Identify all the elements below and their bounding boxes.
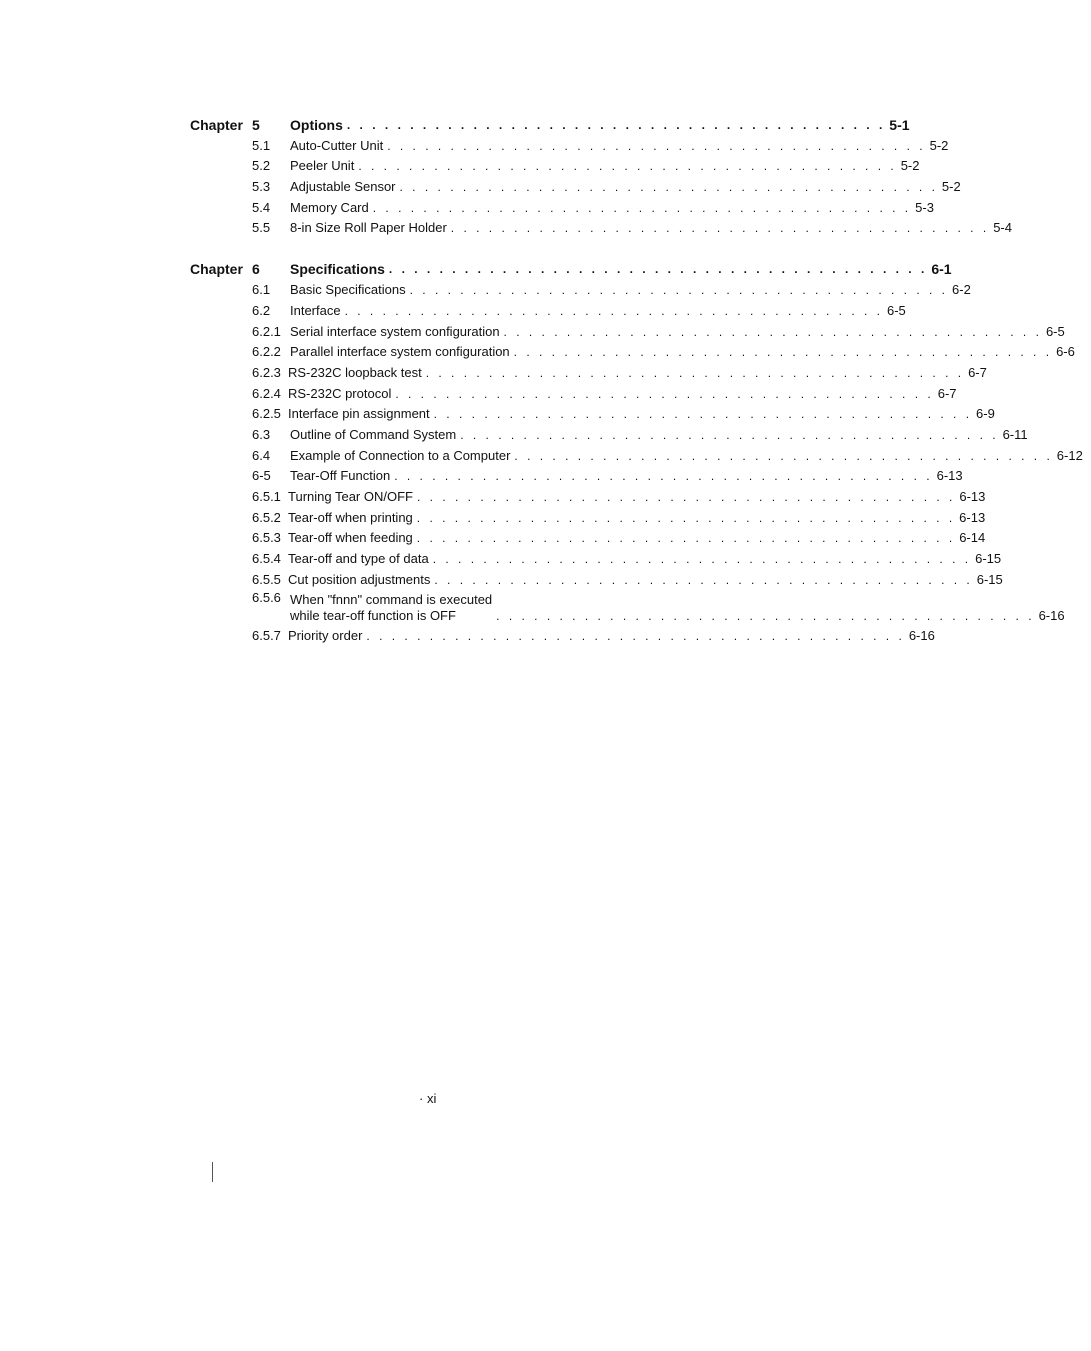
toc-entry[interactable]: [190, 277, 971, 298]
section-page: 6-13: [959, 489, 986, 504]
section-title: RS-232C loopback test: [288, 364, 422, 380]
section-page: 6-13: [959, 509, 986, 525]
section-title: Adjustable Sensor: [290, 179, 396, 195]
section-number: 5.3: [252, 179, 271, 195]
section-number: 6-5: [252, 468, 271, 484]
section-title: When "fnnn" command is executed: [290, 591, 493, 607]
section-title: Memory Card: [290, 199, 369, 215]
toc-entry[interactable]: [190, 195, 934, 216]
leader-dots: . . . . . . . . . . . . . . . . . . . . . . . . . . . . . . . . . . . . . . . . . . .: [344, 303, 883, 318]
section-title: Interface pin assignment: [288, 406, 430, 422]
chapter-label: Chapter: [190, 261, 243, 278]
section-number: 5.2: [252, 158, 271, 174]
section-title: Turning Tear ON/OFF: [288, 489, 413, 504]
chapter-6-block: [190, 256, 1083, 644]
chapter-title: Specifications: [290, 261, 385, 278]
toc-entry[interactable]: [190, 484, 986, 505]
chapter-page: 6-1: [931, 261, 952, 278]
section-page: 6-16: [908, 628, 935, 644]
leader-dots: . . . . . . . . . . . . . . . . . . . . . . . . . . . . . . . . . . . . . . . . . . .: [434, 572, 973, 587]
leader-dots: . . . . . . . . . . . . . . . . . . . . . . . . . . . . . . . . . . . . . . . . . . .: [358, 159, 897, 174]
toc-entry[interactable]: [190, 133, 949, 154]
leader-dots: . . . . . . . . . . . . . . . . . . . . . . . . . . . . . . . . . . . . . . . . . . .: [387, 138, 926, 153]
section-page: 6-15: [976, 571, 1003, 587]
section-page: 6-9: [976, 406, 995, 422]
section-page: 5-4: [993, 220, 1012, 236]
section-page: 6-16: [1038, 607, 1065, 623]
section-number: 6.2.4: [252, 385, 281, 401]
toc-entry[interactable]: [190, 546, 1002, 567]
leader-dots: . . . . . . . . . . . . . . . . . . . . . . . . . . . . . . . . . . . . . . . . . . .: [450, 221, 990, 236]
chapter-heading[interactable]: [190, 112, 910, 133]
section-number: 6.2.5: [252, 406, 281, 422]
section-number: 6.5.5: [252, 571, 281, 587]
toc-entry[interactable]: [190, 402, 995, 423]
section-number: 6.2: [252, 302, 271, 318]
section-title: Cut position adjustments: [288, 571, 431, 587]
section-number: 6.2.2: [252, 344, 281, 360]
section-page: 5-3: [915, 199, 934, 215]
chapter-5-block: [190, 112, 1012, 236]
section-page: 6-15: [975, 551, 1002, 567]
leader-dots: . . . . . . . . . . . . . . . . . . . . . . . . . . . . . . . . . . . . . . . . . . .: [372, 200, 912, 215]
toc-entry[interactable]: [190, 360, 987, 381]
section-title: Tear-Off Function: [290, 468, 391, 484]
table-of-contents: [190, 112, 1083, 664]
toc-entry[interactable]: [190, 381, 957, 402]
section-number: 5.1: [252, 137, 271, 153]
leader-dots: . . . . . . . . . . . . . . . . . . . . . . . . . . . . . . . . . . . . . . . . . . .: [432, 552, 972, 567]
section-number: 6.2.3: [252, 364, 281, 380]
section-number: 6.3: [252, 426, 271, 442]
leader-dots: . . . . . . . . . . . . . . . . . . . . . . . . . . . . . . . . . . . . . . . . . . .: [399, 180, 938, 195]
section-page: 6-5: [886, 302, 906, 318]
section-number-text: 6.5.6: [252, 589, 281, 605]
leader-dots: . . . . . . . . . . . . . . . . . . . . . . . . . . . . . . . . . . . . . . . . . . .: [388, 262, 928, 277]
section-page: 6-14: [959, 530, 986, 546]
section-number: 5.4: [252, 199, 271, 215]
leader-dots: . . . . . . . . . . . . . . . . . . . . . . . . . . . . . . . . . . . . . . . . . . .: [513, 345, 1053, 360]
toc-entry[interactable]: [190, 624, 935, 645]
section-title-continued: while tear-off function is OFF: [290, 607, 456, 623]
toc-entry[interactable]: [190, 567, 1003, 588]
toc-entry[interactable]: [190, 526, 986, 547]
toc-entry[interactable]: [190, 443, 1083, 464]
section-page: 6-7: [937, 385, 957, 401]
leader-dots: . . . . . . . . . . . . . . . . . . . . . . . . . . . . . . . . . . . . . . . . . . .: [514, 448, 1053, 463]
section-title: Outline of Command System: [290, 426, 457, 442]
section-page: 5-2: [900, 158, 920, 174]
toc-entry[interactable]: [190, 298, 906, 319]
page-number: · xi: [419, 1091, 437, 1106]
section-title: Example of Connection to a Computer: [290, 447, 511, 463]
section-page: 6-13: [936, 468, 963, 484]
section-page: 5-2: [941, 179, 961, 195]
toc-entry[interactable]: [190, 505, 986, 526]
toc-entry[interactable]: [190, 588, 1065, 624]
chapter-label: Chapter: [190, 117, 243, 133]
toc-entry[interactable]: [190, 216, 1012, 237]
leader-dots: . . . . . . . . . . . . . . . . . . . . . . . . . . . . . . . . . . . . . . . . . . .: [496, 608, 1035, 623]
leader-dots: . . . . . . . . . . . . . . . . . . . . . . . . . . . . . . . . . . . . . . . . . . .: [416, 531, 956, 546]
leader-dots: . . . . . . . . . . . . . . . . . . . . . . . . . . . . . . . . . . . . . . . . . . .: [346, 118, 886, 132]
section-number: 6.2.1: [252, 323, 281, 339]
section-page: 6-5: [1045, 323, 1065, 339]
section-number: [190, 588, 290, 606]
section-page: 6-7: [968, 364, 987, 380]
section-title: Tear-off when feeding: [288, 530, 413, 546]
section-title: Peeler Unit: [290, 158, 355, 174]
section-title: Priority order: [288, 628, 363, 644]
section-page: 6-12: [1056, 447, 1083, 463]
section-title: Parallel interface system configuration: [290, 344, 510, 360]
toc-entry[interactable]: [190, 340, 1075, 361]
section-number: 5.5: [252, 220, 271, 236]
chapter-number: 6: [252, 261, 260, 278]
section-number: 6.4: [252, 447, 271, 463]
toc-entry[interactable]: [190, 422, 1028, 443]
section-number: 6.1: [252, 282, 271, 298]
chapter-number: 5: [252, 117, 260, 133]
section-page: 6-6: [1056, 344, 1075, 360]
margin-mark: [212, 1162, 213, 1182]
toc-entry[interactable]: [190, 464, 963, 485]
leader-dots: . . . . . . . . . . . . . . . . . . . . . . . . . . . . . . . . . . . . . . . . . . .: [503, 324, 1042, 339]
toc-entry[interactable]: [190, 174, 961, 195]
leader-dots: . . . . . . . . . . . . . . . . . . . . . . . . . . . . . . . . . . . . . . . . . . .: [366, 629, 905, 644]
chapter-title: Options: [290, 117, 343, 133]
chapter-heading[interactable]: [190, 256, 952, 278]
section-title: RS-232C protocol: [288, 385, 392, 401]
section-title: Tear-off and type of data: [288, 551, 429, 567]
toc-entry[interactable]: [190, 154, 920, 175]
leader-dots: . . . . . . . . . . . . . . . . . . . . . . . . . . . . . . . . . . . . . . . . . . .: [395, 386, 934, 401]
section-title: Auto-Cutter Unit: [290, 137, 384, 153]
section-number: 6.5.1: [252, 489, 281, 504]
section-title-block: [290, 592, 492, 624]
section-page: 6-2: [952, 282, 971, 298]
section-number: 6.5.4: [252, 551, 281, 567]
section-title: Basic Specifications: [290, 282, 406, 298]
section-page: 6-11: [1002, 426, 1028, 442]
leader-dots: . . . . . . . . . . . . . . . . . . . . . . . . . . . . . . . . . . . . . . . . . . .: [409, 283, 949, 298]
section-number: 6.5.3: [252, 530, 281, 546]
leader-dots: . . . . . . . . . . . . . . . . . . . . . . . . . . . . . . . . . . . . . . . . . . .: [460, 427, 999, 442]
section-title: Serial interface system configuration: [290, 323, 500, 339]
leader-dots: . . . . . . . . . . . . . . . . . . . . . . . . . . . . . . . . . . . . . . . . . . .: [433, 407, 973, 422]
section-title: 8-in Size Roll Paper Holder: [290, 220, 447, 236]
section-title: Interface: [290, 302, 341, 318]
leader-dots: . . . . . . . . . . . . . . . . . . . . . . . . . . . . . . . . . . . . . . . . . . .: [416, 510, 956, 525]
leader-dots: . . . . . . . . . . . . . . . . . . . . . . . . . . . . . . . . . . . . . . . . . . .: [394, 469, 933, 484]
leader-dots: . . . . . . . . . . . . . . . . . . . . . . . . . . . . . . . . . . . . . . . . . . .: [425, 365, 965, 380]
leader-dots: . . . . . . . . . . . . . . . . . . . . . . . . . . . . . . . . . . . . . . . . . . .: [416, 490, 956, 504]
section-title: Tear-off when printing: [288, 509, 413, 525]
toc-entry[interactable]: [190, 319, 1065, 340]
chapter-page: 5-1: [889, 117, 910, 133]
section-number: 6.5.7: [252, 628, 281, 644]
section-number: 6.5.2: [252, 509, 281, 525]
section-page: 5-2: [929, 137, 949, 153]
